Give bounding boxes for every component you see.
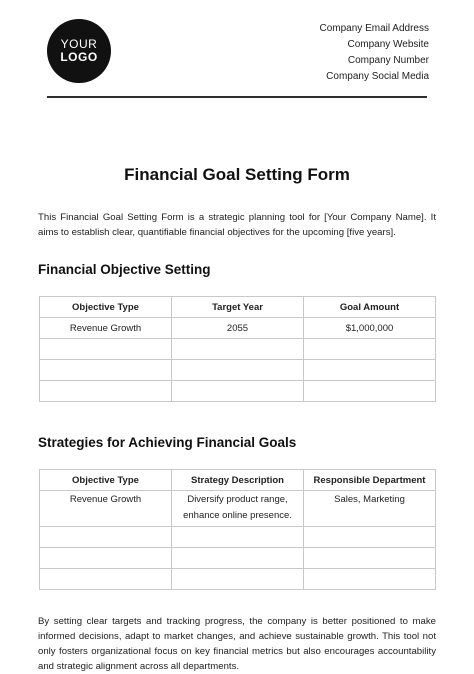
table-row	[40, 318, 436, 339]
table-cell: Sales, Marketing	[304, 491, 436, 527]
intro-paragraph: This Financial Goal Setting Form is a strategic planning tool for [Your Company Name]. It aims to establish clear, quantifiable financial objectives for the upcoming [five years].	[38, 212, 436, 238]
table-cell	[40, 569, 172, 590]
column-header: Objective Type	[40, 470, 172, 491]
table-row	[40, 569, 436, 590]
table-cell	[172, 381, 304, 402]
company-number: Company Number	[347, 55, 429, 66]
table-cell	[40, 339, 172, 360]
table-cell	[172, 339, 304, 360]
table-row	[40, 339, 436, 360]
logo-line-2: LOGO	[60, 50, 98, 64]
table-cell	[304, 360, 436, 381]
table-cell	[40, 381, 172, 402]
strategy-table	[39, 469, 436, 590]
table-cell: Revenue Growth	[40, 491, 172, 527]
company-website: Company Website	[347, 39, 429, 50]
objective-table	[39, 296, 436, 402]
table-row	[40, 527, 436, 548]
company-contact-block	[320, 21, 430, 85]
table-cell	[172, 527, 304, 548]
table-row	[40, 360, 436, 381]
table-cell	[40, 360, 172, 381]
table-cell: Revenue Growth	[40, 318, 172, 339]
table-cell	[40, 548, 172, 569]
table-cell	[40, 527, 172, 548]
table-cell	[172, 360, 304, 381]
header-divider	[47, 96, 427, 98]
section-heading-strategies: Strategies for Achieving Financial Goals	[38, 435, 297, 450]
logo-line-1: YOUR	[60, 37, 98, 52]
table-cell	[172, 569, 304, 590]
column-header: Objective Type	[40, 297, 172, 318]
column-header: Goal Amount	[304, 297, 436, 318]
table-cell: 2055	[172, 318, 304, 339]
table-header-row	[40, 297, 436, 318]
company-logo	[47, 19, 111, 83]
company-email: Company Email Address	[319, 23, 429, 34]
table-row	[40, 548, 436, 569]
table-cell	[304, 339, 436, 360]
table-row	[40, 491, 436, 527]
closing-paragraph: By setting clear targets and tracking progress, the company is better positioned to make informed decisions, adapt to market changes, and achieve sustainable growth. This tool not only fosters organizational focus on key financial metrics but also encourages accountability and strategic alignment across all departments.	[38, 616, 436, 672]
table-cell	[304, 381, 436, 402]
column-header: Strategy Description	[172, 470, 304, 491]
company-social-media: Company Social Media	[326, 71, 429, 82]
column-header: Target Year	[172, 297, 304, 318]
page-title: Financial Goal Setting Form	[124, 165, 350, 184]
table-cell	[304, 569, 436, 590]
column-header: Responsible Department	[304, 470, 436, 491]
table-cell	[304, 548, 436, 569]
table-cell: $1,000,000	[304, 318, 436, 339]
table-header-row	[40, 470, 436, 491]
table-row	[40, 381, 436, 402]
table-cell	[172, 548, 304, 569]
table-cell	[304, 527, 436, 548]
table-cell: Diversify product range, enhance online presence.	[172, 491, 304, 527]
section-heading-objectives: Financial Objective Setting	[38, 262, 211, 277]
